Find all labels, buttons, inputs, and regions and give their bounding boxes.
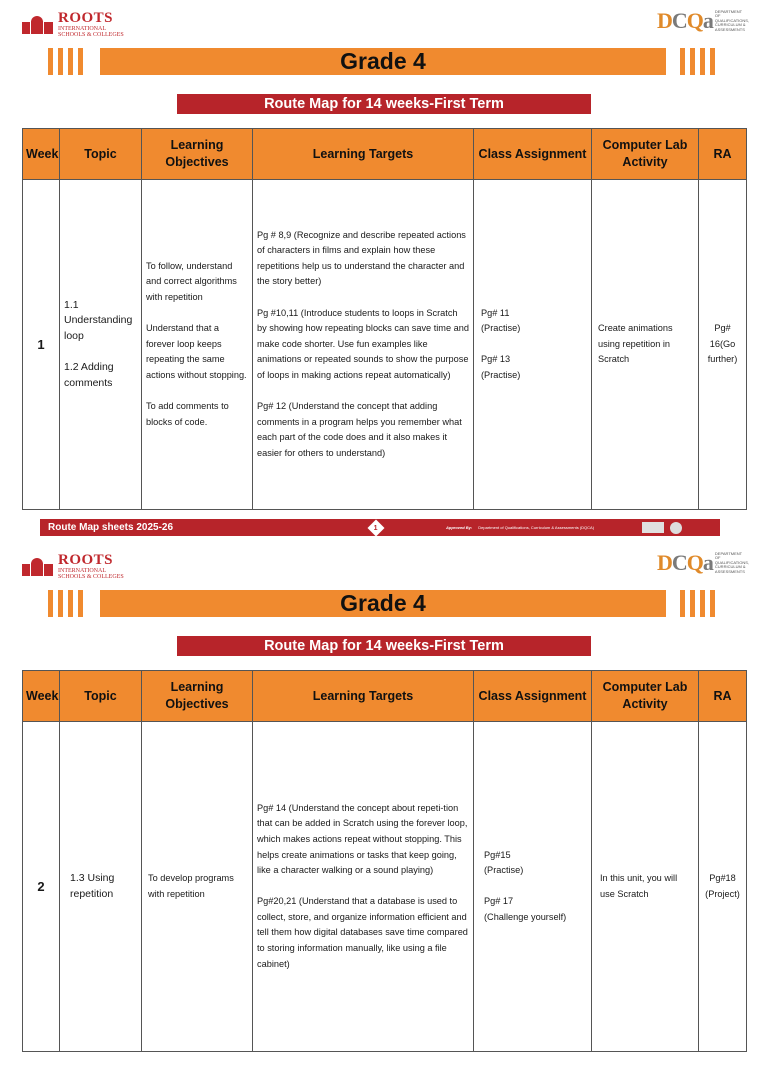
objectives-cell: [142, 180, 253, 510]
topic-item: 1.3 Using repetition: [70, 871, 115, 900]
table-header-row: [23, 671, 747, 722]
target-item: Pg# 14 (Understand the concept about repeti-tion that can be added in Scratch using the forever loop, which makes actions repeat without stopping. This helps create animations or tasks that keep going, like a character walking or a sound playing): [257, 802, 468, 876]
col-targets: Learning Targets: [253, 129, 474, 180]
topic-item: 1.2 Adding comments: [64, 361, 114, 389]
dcqa-subtitle: DEPARTMENT OF QUALIFICATIONS, CURRICULUM & ASSESSMENTS: [714, 8, 750, 32]
assignment-line: Pg#15: [484, 849, 511, 860]
targets-cell: [253, 180, 474, 510]
col-objectives: Learning Objectives: [142, 671, 253, 722]
col-week: Week: [23, 671, 60, 722]
col-topic: Topic: [60, 129, 142, 180]
approved-text: Department of Qualifications, Curriculum & Assessments (DQCA): [478, 525, 595, 530]
targets-cell: [253, 722, 474, 1052]
col-assignment: Class Assignment: [474, 129, 592, 180]
objective-item: To add comments to blocks of code.: [146, 401, 229, 427]
decor-bars-right: [680, 48, 715, 75]
page-number: 1: [374, 524, 378, 531]
route-map-table: [22, 670, 747, 1052]
assignment-line: (Practise): [481, 323, 521, 334]
roots-name: ROOTS: [58, 552, 114, 568]
topic-item: 1.1 Understanding loop: [64, 298, 133, 342]
roots-sub2: SCHOOLS & COLLEGES: [58, 574, 124, 580]
topic-cell: [60, 180, 142, 510]
roots-sub1: INTERNATIONAL: [58, 568, 106, 574]
footer-title: Route Map sheets 2025-26: [48, 522, 174, 533]
grade-band: [100, 590, 666, 617]
grade-title: Grade 4: [340, 590, 426, 616]
col-lab: Computer Lab Activity: [592, 129, 699, 180]
week-cell: 1: [23, 180, 60, 510]
table-header-row: [23, 129, 747, 180]
table-row: [23, 180, 747, 510]
week-cell: 2: [23, 722, 60, 1052]
lab-cell: [592, 180, 699, 510]
dcqa-mark: DCQa: [657, 550, 713, 575]
assignment-line: Pg# 13: [481, 354, 511, 365]
footer-bar: [40, 519, 720, 536]
objective-item: To develop programs with repetition: [148, 872, 234, 899]
approved-label: Approved By:: [446, 525, 473, 530]
dcqa-logo: [657, 8, 750, 34]
col-targets: Learning Targets: [253, 671, 474, 722]
decor-bars-left: [48, 590, 83, 617]
route-map-table: [22, 128, 747, 510]
page-1: [0, 0, 768, 540]
route-banner: Route Map for 14 weeks-First Term: [177, 636, 591, 656]
assignment-line: Pg# 17: [484, 896, 514, 907]
assignment-cell: [474, 722, 592, 1052]
page-number-badge: [368, 519, 385, 536]
roots-sub2: SCHOOLS & COLLEGES: [58, 32, 124, 38]
objective-item: To follow, understand and correct algorithms with repetition: [146, 260, 237, 302]
ra-cell: [699, 722, 747, 1052]
roots-name: ROOTS: [58, 10, 114, 26]
roots-sub1: INTERNATIONAL: [58, 26, 106, 32]
col-topic: Topic: [60, 671, 142, 722]
assignment-line: (Practise): [481, 369, 521, 380]
approved-note: [446, 525, 636, 530]
roots-logo: [22, 553, 124, 580]
dcqa-mark: DCQa: [657, 8, 713, 33]
route-banner: Route Map for 14 weeks-First Term: [177, 94, 591, 114]
ra-cell: [699, 180, 747, 510]
page-2: [0, 542, 768, 1082]
dcqa-logo: [657, 550, 750, 576]
grade-title: Grade 4: [340, 48, 426, 74]
target-item: Pg# 12 (Understand the concept that adding comments in a program helps you remember what each part of the code does and it also makes it easier for others to understand): [257, 401, 462, 458]
lab-cell: [592, 722, 699, 1052]
topic-cell: [60, 722, 142, 1052]
col-objectives: Learning Objectives: [142, 129, 253, 180]
target-item: Pg # 8,9 (Recognize and describe repeated actions of characters in films and explain how these repetitions help us to understand the character and the story better): [257, 229, 466, 287]
roots-emblem-icon: [22, 14, 54, 36]
footer-logo-icon: [642, 522, 664, 533]
grade-band: [100, 48, 666, 75]
assignment-line: (Challenge yourself): [484, 911, 567, 922]
col-lab: Computer Lab Activity: [592, 671, 699, 722]
lab-text: In this unit, you will use Scratch: [600, 872, 678, 899]
decor-bars-right: [680, 590, 715, 617]
roots-emblem-icon: [22, 556, 54, 578]
target-item: Pg#20,21 (Understand that a database is used to collect, store, and organize information efficient and tell them how digital databases save time compared to storing information manually, like using a file cabinet): [257, 896, 468, 969]
col-ra: RA: [699, 671, 747, 722]
col-week: Week: [23, 129, 60, 180]
footer-seal-icon: [670, 522, 682, 534]
table-row: [23, 722, 747, 1052]
roots-logo: [22, 11, 124, 38]
ra-text: Pg# 16(Go further): [707, 323, 738, 365]
col-ra: RA: [699, 129, 747, 180]
ra-text: Pg#18 (Project): [705, 872, 740, 899]
dcqa-subtitle: DEPARTMENT OF QUALIFICATIONS, CURRICULUM & ASSESSMENTS: [714, 550, 750, 574]
decor-bars-left: [48, 48, 83, 75]
assignment-line: (Practise): [484, 865, 524, 876]
objective-item: Understand that a forever loop keeps repeating the same actions without stopping.: [146, 323, 247, 380]
assignment-line: Pg# 11: [481, 307, 510, 318]
lab-text: Create animations using repetition in Scratch: [598, 323, 673, 365]
col-assignment: Class Assignment: [474, 671, 592, 722]
target-item: Pg #10,11 (Introduce students to loops in Scratch by showing how repeating blocks can save time and make code shorter. Use fun examples like animations or repeated sounds to show the purpose of loops in making actions repeat automatically): [257, 307, 469, 380]
assignment-cell: [474, 180, 592, 510]
objectives-cell: [142, 722, 253, 1052]
